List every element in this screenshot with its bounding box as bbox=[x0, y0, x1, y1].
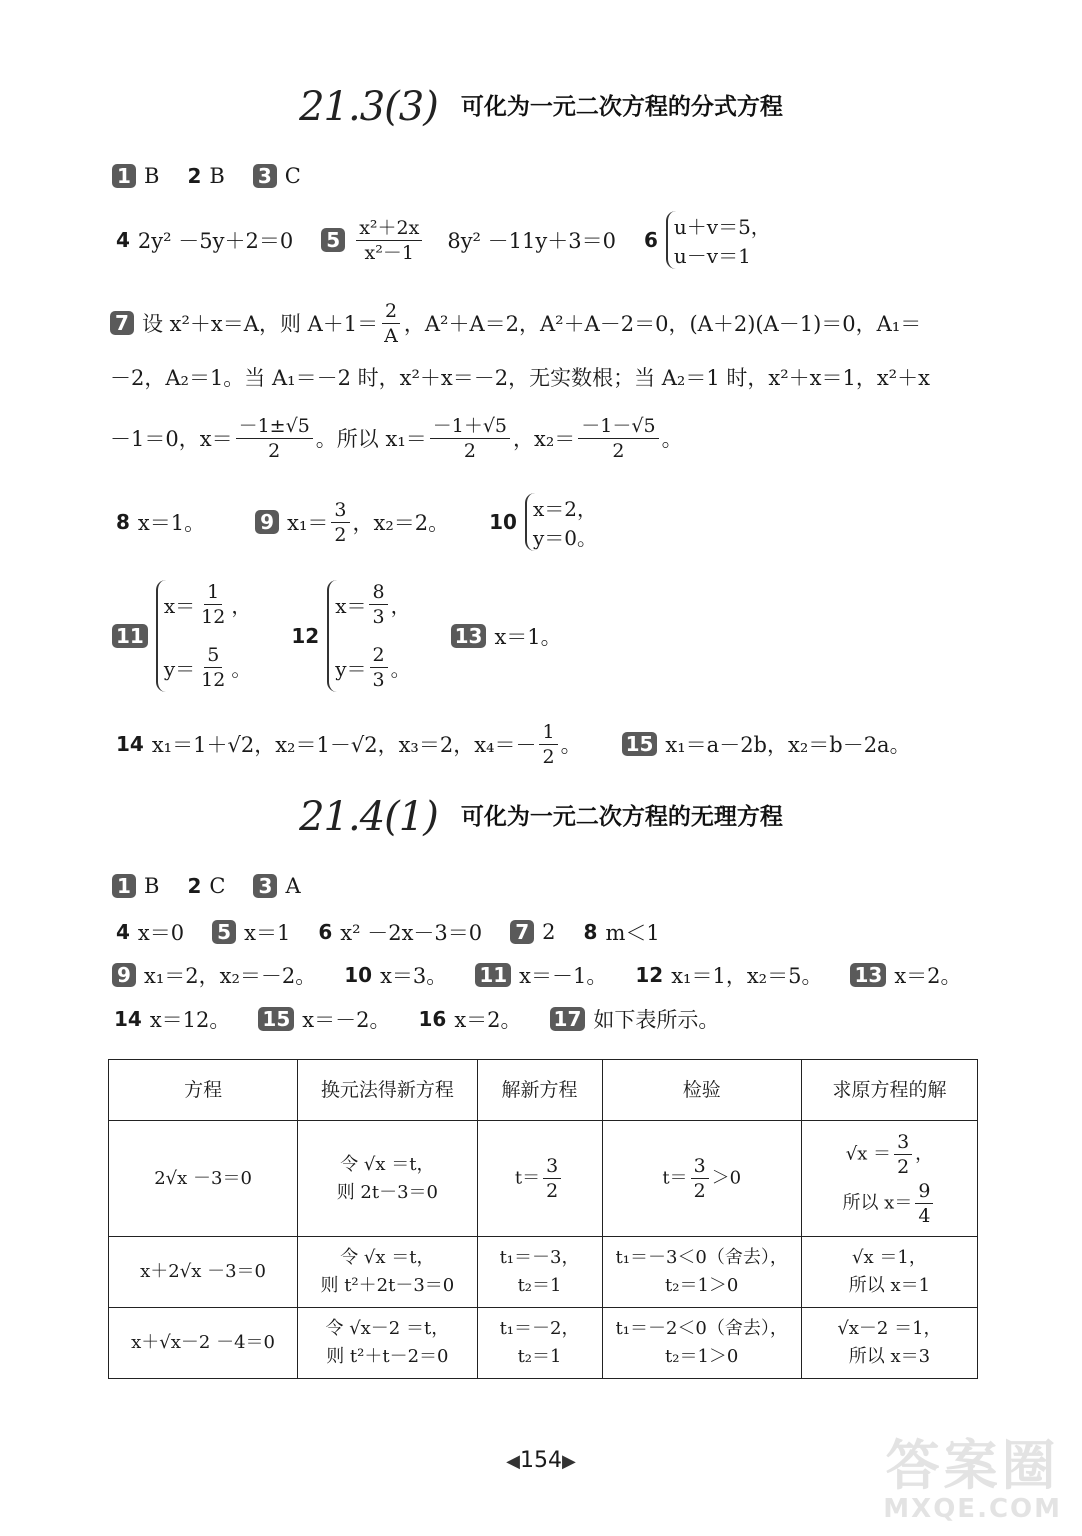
denominator: 2 bbox=[542, 745, 555, 768]
text: 则 t²＋t－2＝0 bbox=[326, 1346, 449, 1368]
numerator: 8 bbox=[369, 580, 387, 605]
denominator: 2 bbox=[463, 439, 476, 462]
fraction bbox=[894, 1130, 912, 1179]
system-row bbox=[164, 580, 252, 629]
fraction bbox=[543, 1154, 561, 1203]
fraction bbox=[198, 643, 228, 692]
text: t₁＝－3＜0（舍去）， bbox=[615, 1247, 788, 1269]
equation-system bbox=[525, 493, 597, 551]
text: 所以 x＝3 bbox=[848, 1346, 931, 1368]
question-number: 7 bbox=[510, 920, 534, 944]
answer: x₁＝1＋√2，x₂＝1－√2，x₃＝2，x₄＝－ bbox=[151, 733, 537, 757]
text: ，A²＋A＝2，A²＋A－2＝0，(A＋2)(A－1)＝0，A₁＝ bbox=[403, 312, 922, 336]
system-row bbox=[164, 643, 252, 692]
text: 设 x²＋x＝A，则 A＋1＝ bbox=[142, 312, 379, 336]
section-number: 21.3(3) bbox=[299, 84, 438, 130]
question-number: 13 bbox=[850, 963, 886, 987]
question-number: 12 bbox=[635, 963, 664, 987]
watermark bbox=[883, 1436, 1062, 1524]
text: t₂＝1＞0 bbox=[665, 1275, 739, 1297]
question-number: 12 bbox=[291, 624, 320, 648]
numerator: 3 bbox=[894, 1130, 912, 1155]
denominator: 12 bbox=[201, 606, 226, 628]
denominator: 2 bbox=[693, 1180, 706, 1203]
text: t₁＝－2＜0（舍去）， bbox=[615, 1318, 788, 1340]
column-header: 解新方程 bbox=[477, 1060, 602, 1121]
system-row bbox=[335, 643, 410, 692]
fraction bbox=[198, 580, 228, 629]
fraction bbox=[331, 498, 349, 547]
answer: C bbox=[284, 164, 301, 188]
denominator: 3 bbox=[372, 669, 385, 691]
cell-check bbox=[602, 1308, 801, 1379]
fraction bbox=[370, 643, 388, 692]
right-triangle-icon: ▶ bbox=[562, 1451, 576, 1472]
answers-row-1 bbox=[112, 164, 329, 188]
numerator: 9 bbox=[915, 1179, 933, 1204]
text: ， bbox=[231, 594, 252, 618]
result-line bbox=[808, 1179, 971, 1228]
answers-row-2 bbox=[116, 208, 771, 272]
question-number: 4 bbox=[116, 920, 130, 944]
left-triangle-icon: ◀ bbox=[506, 1451, 520, 1472]
answer: x² －2x－3＝0 bbox=[340, 921, 483, 945]
table-row bbox=[109, 1237, 978, 1308]
fraction bbox=[539, 720, 557, 769]
numerator: 2 bbox=[370, 643, 388, 668]
denominator: 3 bbox=[372, 606, 385, 628]
text: y＝ bbox=[335, 657, 367, 681]
answer: x＝0 bbox=[137, 921, 185, 945]
answer: x₁＝a－2b，x₂＝b－2a。 bbox=[665, 733, 911, 757]
answers-row-5 bbox=[112, 574, 590, 698]
section-number: 21.4(1) bbox=[299, 794, 438, 840]
question-number: 17 bbox=[550, 1007, 586, 1031]
text: t＝ bbox=[514, 1167, 541, 1189]
question-number: 15 bbox=[622, 732, 658, 756]
text: x＝ bbox=[335, 594, 367, 618]
text: －1＝0，x＝ bbox=[110, 427, 233, 451]
answer: x₁＝1，x₂＝5。 bbox=[671, 964, 823, 988]
table-row bbox=[109, 1308, 978, 1379]
text: √x ＝1， bbox=[852, 1247, 927, 1269]
column-header: 换元法得新方程 bbox=[298, 1060, 477, 1121]
page-number-text: 154 bbox=[520, 1448, 562, 1473]
question-number: 2 bbox=[187, 164, 202, 188]
column-header: 求原方程的解 bbox=[801, 1060, 977, 1121]
question-number: 14 bbox=[116, 732, 144, 756]
question-number: 8 bbox=[116, 510, 130, 534]
text: 。 bbox=[231, 657, 252, 681]
cell-equation: 2√x －3＝0 bbox=[109, 1121, 298, 1237]
equation-system bbox=[666, 211, 771, 269]
question-number: 11 bbox=[112, 624, 148, 648]
fraction bbox=[369, 580, 387, 629]
watermark-text: 答案圈 bbox=[885, 1434, 1060, 1498]
text: t₂＝1＞0 bbox=[665, 1346, 739, 1368]
question-number: 4 bbox=[116, 228, 130, 252]
text: 所以 x＝1 bbox=[848, 1275, 931, 1297]
s2-answers-row-3 bbox=[112, 960, 990, 990]
numerator: 3 bbox=[331, 498, 349, 523]
numerator: 3 bbox=[691, 1154, 709, 1179]
answer: x₁＝2，x₂＝－2。 bbox=[144, 964, 317, 988]
fraction bbox=[691, 1154, 709, 1203]
cell-result bbox=[801, 1237, 977, 1308]
question-number: 10 bbox=[489, 510, 517, 534]
question-number: 6 bbox=[643, 228, 658, 252]
fraction bbox=[356, 216, 422, 265]
system-row bbox=[335, 580, 410, 629]
cell-substitution bbox=[298, 1237, 477, 1308]
answer: x＝12。 bbox=[149, 1008, 231, 1032]
fraction bbox=[236, 414, 313, 463]
answer: A bbox=[285, 874, 301, 898]
denominator: 2 bbox=[268, 439, 281, 462]
fraction bbox=[430, 414, 510, 463]
q7-line-2 bbox=[110, 362, 990, 392]
answer: ，x₂＝2。 bbox=[352, 511, 450, 535]
column-header: 方程 bbox=[109, 1060, 298, 1121]
numerator: －1－√5 bbox=[578, 414, 658, 439]
s2-answers-row-2 bbox=[116, 917, 688, 947]
denominator: 2 bbox=[897, 1155, 910, 1178]
text: ，x₂＝ bbox=[513, 427, 576, 451]
cell-result bbox=[801, 1121, 977, 1237]
fraction bbox=[578, 414, 658, 463]
section-heading: 可化为一元二次方程的分式方程 bbox=[460, 94, 783, 120]
question-number: 11 bbox=[475, 963, 511, 987]
question-number: 14 bbox=[114, 1007, 142, 1031]
q7-line-3 bbox=[110, 412, 990, 464]
answer: 。 bbox=[560, 733, 582, 757]
answer: x＝3。 bbox=[380, 964, 448, 988]
system-row: u＋v＝5， bbox=[673, 215, 771, 239]
text: 令 √x－2 ＝t， bbox=[325, 1318, 450, 1340]
system-row: y＝0。 bbox=[532, 526, 597, 550]
cell-substitution bbox=[298, 1121, 477, 1237]
question-number: 7 bbox=[110, 311, 134, 335]
answers-row-6 bbox=[116, 716, 939, 772]
text: 。 bbox=[661, 427, 683, 451]
numerator: 5 bbox=[204, 643, 222, 668]
text: t₂＝1 bbox=[517, 1275, 562, 1297]
equation-system bbox=[156, 580, 252, 692]
text: y＝ bbox=[163, 657, 196, 681]
text: 。所以 x₁＝ bbox=[315, 427, 427, 451]
fraction bbox=[381, 299, 401, 348]
denominator: 4 bbox=[918, 1204, 931, 1227]
denominator: 2 bbox=[612, 439, 625, 462]
numerator: 1 bbox=[204, 580, 222, 605]
cell-check bbox=[602, 1121, 801, 1237]
fraction bbox=[915, 1179, 933, 1228]
text: t₁＝－3， bbox=[499, 1247, 580, 1269]
question-number: 5 bbox=[321, 228, 345, 252]
numerator: －1＋√5 bbox=[430, 414, 510, 439]
question-number: 10 bbox=[344, 963, 373, 987]
section-title-21-3-3 bbox=[0, 84, 1082, 130]
text: －2，A₂＝1。当 A₁＝－2 时，x²＋x＝－2，无实数根；当 A₂＝1 时，x²＋x＝1，x²＋x bbox=[110, 366, 930, 390]
table-row bbox=[109, 1121, 978, 1237]
section-title-21-4-1 bbox=[0, 794, 1082, 840]
denominator: x²－1 bbox=[364, 241, 414, 264]
question-number: 5 bbox=[212, 920, 236, 944]
solution-table bbox=[108, 1059, 978, 1379]
text: ， bbox=[915, 1143, 934, 1165]
text: ＞0 bbox=[711, 1167, 742, 1189]
cell-solve bbox=[477, 1237, 602, 1308]
answer: m＜1 bbox=[605, 921, 660, 945]
watermark-url: MXQE.COM bbox=[883, 1494, 1062, 1525]
equation-system bbox=[327, 580, 410, 692]
question-number: 15 bbox=[258, 1007, 294, 1031]
text: t＝ bbox=[662, 1167, 688, 1189]
text: 则 t²＋2t－3＝0 bbox=[320, 1275, 455, 1297]
answer: x＝－2。 bbox=[302, 1008, 391, 1032]
text: x＝ bbox=[163, 594, 196, 618]
answers-row-4 bbox=[116, 490, 597, 554]
answer: B bbox=[144, 874, 160, 898]
text: t₁＝－2， bbox=[499, 1318, 580, 1340]
section-heading: 可化为一元二次方程的无理方程 bbox=[460, 804, 783, 830]
denominator: 12 bbox=[201, 669, 226, 691]
answer: x₁＝ bbox=[287, 511, 329, 535]
question-number: 6 bbox=[318, 920, 333, 944]
answer: B bbox=[209, 164, 225, 188]
cell-substitution bbox=[298, 1308, 477, 1379]
question-number: 16 bbox=[418, 1007, 447, 1031]
question-number: 9 bbox=[255, 510, 279, 534]
result-line bbox=[808, 1130, 971, 1179]
text: 令 √x ＝t， bbox=[340, 1153, 435, 1175]
cell-solve bbox=[477, 1121, 602, 1237]
text: 所以 x＝ bbox=[842, 1192, 913, 1214]
text: √x ＝ bbox=[845, 1143, 892, 1165]
system-row: x＝2， bbox=[532, 497, 597, 521]
answer: 2y² －5y＋2＝0 bbox=[137, 229, 294, 253]
denominator: A bbox=[384, 324, 398, 347]
text: √x－2 ＝1， bbox=[837, 1318, 942, 1340]
question-number: 1 bbox=[112, 874, 136, 898]
answer: x＝1。 bbox=[494, 625, 562, 649]
numerator: 1 bbox=[539, 720, 557, 745]
column-header: 检验 bbox=[602, 1060, 801, 1121]
cell-result bbox=[801, 1308, 977, 1379]
numerator: 3 bbox=[543, 1154, 561, 1179]
cell-equation: x＋√x－2 －4＝0 bbox=[109, 1308, 298, 1379]
answer: C bbox=[209, 874, 226, 898]
question-number: 8 bbox=[583, 920, 598, 944]
cell-equation: x＋2√x －3＝0 bbox=[109, 1237, 298, 1308]
text: ， bbox=[390, 594, 411, 618]
q7-line-1 bbox=[110, 298, 990, 348]
numerator: 2 bbox=[382, 299, 400, 324]
cell-solve bbox=[477, 1308, 602, 1379]
numerator: －1±√5 bbox=[236, 414, 313, 439]
answer: B bbox=[144, 164, 160, 188]
question-number: 9 bbox=[112, 963, 136, 987]
s2-answers-row-1 bbox=[112, 874, 329, 898]
answer: 如下表所示。 bbox=[593, 1008, 720, 1032]
text: t₂＝1 bbox=[517, 1346, 562, 1368]
answer: x＝1 bbox=[244, 921, 291, 945]
text: 令 √x ＝t， bbox=[340, 1247, 435, 1269]
question-number: 13 bbox=[451, 624, 487, 648]
s2-answers-row-4 bbox=[114, 1004, 747, 1034]
denominator: 2 bbox=[546, 1180, 559, 1203]
table-header-row bbox=[109, 1060, 978, 1121]
cell-check bbox=[602, 1237, 801, 1308]
answer: x＝2。 bbox=[894, 964, 962, 988]
question-number: 2 bbox=[187, 874, 202, 898]
numerator: x²＋2x bbox=[356, 216, 422, 241]
answer: x＝1。 bbox=[137, 511, 206, 535]
answer: 8y² －11y＋3＝0 bbox=[447, 229, 616, 253]
answer: 2 bbox=[542, 920, 556, 944]
system-row: u－v＝1 bbox=[673, 244, 751, 268]
question-number: 1 bbox=[112, 164, 136, 188]
answer: x＝－1。 bbox=[519, 964, 608, 988]
text: 则 2t－3＝0 bbox=[336, 1181, 438, 1203]
question-number: 3 bbox=[253, 874, 277, 898]
answer: x＝2。 bbox=[454, 1008, 522, 1032]
question-number: 3 bbox=[253, 164, 277, 188]
denominator: 2 bbox=[334, 523, 347, 546]
text: 。 bbox=[390, 657, 411, 681]
